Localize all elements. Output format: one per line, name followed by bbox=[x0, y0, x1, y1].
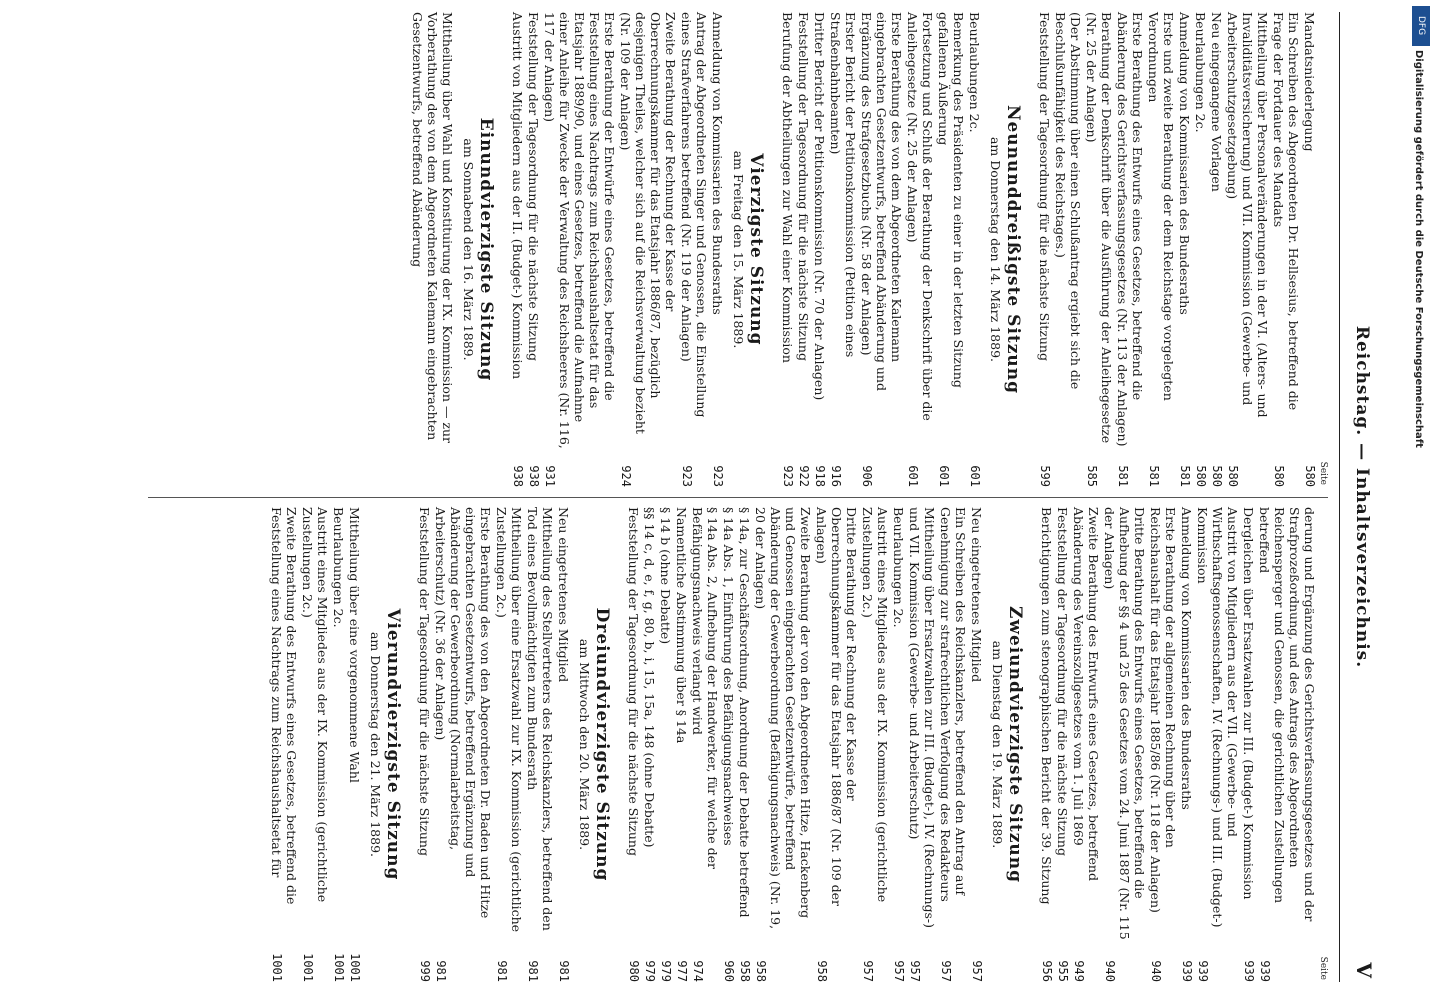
entry-page: 580 bbox=[1303, 465, 1317, 487]
column-divider bbox=[148, 497, 1328, 498]
entry-text: Anmeldung von Kommissarien des Bundesraths bbox=[710, 12, 725, 315]
entry-text: Beurlaubungen 2c. bbox=[1193, 12, 1208, 133]
toc-entry bbox=[626, 507, 641, 982]
toc-entry bbox=[1037, 12, 1052, 487]
entry-page: 918 bbox=[813, 465, 827, 487]
toc-entry bbox=[828, 12, 858, 487]
entry-text: Erste und zweite Berathung der dem Reichstage vorgelegten Verordnungen bbox=[1146, 12, 1176, 401]
entry-text: Mittheilung über Ersatzwahlen zur III. (Budget-), IV. (Rechnungs-) und VII. Kommission (Gewerbe- und Arbeiterschutz) bbox=[907, 507, 937, 929]
entry-text: Neu eingegangene Vorlagen bbox=[1209, 12, 1224, 192]
page-header bbox=[1339, 12, 1380, 982]
entry-text: Ein Schreiben des Abgeordneten Dr. Hellsesius, betreffend die Frage der Fortdauer des Mandats bbox=[1271, 12, 1301, 411]
entry-text: § 14 b (ohne Debatte) bbox=[658, 507, 673, 645]
toc-entry bbox=[525, 507, 555, 982]
entry-text: Zweite Berathung des Entwurfs eines Gesetzes, betreffend die Feststellung eines Nachtrags zum Reichshaushaltsetat für bbox=[269, 507, 299, 905]
seite-label-right: Seite bbox=[1318, 956, 1328, 980]
entry-text: Austritt von Mitgliedern aus der II. (Budget-) Kommission bbox=[510, 12, 525, 380]
session-heading: Vierundvierzigste Sitzung bbox=[383, 608, 403, 881]
toc-entry bbox=[905, 12, 935, 487]
right-top-entries bbox=[1039, 507, 1317, 982]
toc-entry bbox=[1148, 507, 1178, 982]
entry-text: Mittheilung über Wahl und Konstituirung der IX. Kommission — zur Vorberathung des von dem Abgeordneten Kalemann eingebrachten Gesetzentwurfs, betreffend Abänderung bbox=[410, 12, 455, 444]
entry-page: 960 bbox=[722, 960, 736, 982]
entry-page: 977 bbox=[675, 960, 689, 982]
session-heading: Einundvierzigste Sitzung bbox=[476, 117, 496, 382]
session-date: am Donnerstag den 21. März 1889. bbox=[368, 631, 383, 857]
session-date: am Dienstag den 19. März 1889. bbox=[990, 640, 1005, 849]
toc-entry bbox=[433, 507, 493, 982]
entry-text: § 14a Abs. 1, Einführung des Befähigungsnachweises bbox=[721, 507, 736, 846]
entry-text: Ein Schreiben des Reichskanzlers, betreffend den Antrag auf Genehmigung zur strafrechtlichen Verfolgung des Redakteurs bbox=[938, 507, 968, 902]
toc-entry bbox=[542, 12, 617, 487]
toc-entry bbox=[510, 12, 525, 487]
entry-page: 580 bbox=[1194, 465, 1208, 487]
entry-text: Feststellung der Tagesordnung für die nächste Sitzung bbox=[526, 12, 541, 361]
entry-page: 931 bbox=[543, 465, 557, 487]
toc-entry bbox=[1179, 507, 1194, 982]
entry-page: 958 bbox=[738, 960, 752, 982]
toc-entry bbox=[269, 507, 299, 982]
entry-text: Austritt eines Mitgliedes aus der IX. Kommission (gerichtliche Zustellungen 2c.) bbox=[300, 507, 330, 903]
entry-text: Neu eingetretenes Mitglied bbox=[556, 507, 571, 683]
toc-entry bbox=[347, 507, 362, 982]
entry-text: Erste Berathung des von den Abgeordneten Dr. Baden und Hitze eingebrachten Gesetzentwurfs, betreffend Ergänzung und Abänderung der Gewerbeordnung (Normalarbeitstag, Arbeiterschutz) (Nr. 36 der Anlagen) bbox=[433, 507, 493, 919]
toc-entry bbox=[300, 507, 330, 982]
entry-page: 958 bbox=[754, 960, 768, 982]
entry-page: 955 bbox=[1056, 960, 1070, 982]
entry-text: Berathung der Denkschrift über die Ausführung der Anleihegesetze (Nr. 25 der Anlagen) bbox=[1084, 12, 1114, 444]
entry-text: Beurlaubungen 2c. bbox=[331, 507, 346, 628]
toc-entry bbox=[938, 507, 968, 982]
digitization-sidebar bbox=[1410, 0, 1432, 1000]
session-heading: Vierzigste Sitzung bbox=[746, 153, 766, 346]
entry-page: 580 bbox=[1210, 465, 1224, 487]
toc-entry bbox=[907, 507, 937, 982]
entry-page: 957 bbox=[908, 960, 922, 982]
left-top-entries bbox=[1037, 12, 1317, 487]
entry-text: Erster Bericht der Petitionskommission (Petition eines Straßenbahnbeamten) bbox=[828, 12, 858, 358]
entry-page: 906 bbox=[860, 465, 874, 487]
entry-page: 979 bbox=[643, 960, 657, 982]
entry-page: 923 bbox=[680, 465, 694, 487]
entry-text: Zweite Berathung des Entwurfs eines Gesetzes, betreffend Abänderung des Vereinszollgesetzes vom 1. Juli 1869 bbox=[1071, 507, 1101, 881]
entry-page: 939 bbox=[1196, 960, 1210, 982]
entry-page: 981 bbox=[495, 960, 509, 982]
toc-entry bbox=[1115, 12, 1145, 487]
entry-page: 981 bbox=[434, 960, 448, 982]
entry-text: Feststellung der Tagesordnung für die nächste Sitzung bbox=[796, 12, 811, 361]
entry-text: Beurlaubungen 2c. bbox=[891, 507, 906, 628]
entry-page: 939 bbox=[1258, 960, 1272, 982]
entry-text: § 14a, zur Geschäftsordnung, Anordnung der Debatte betreffend bbox=[737, 507, 752, 918]
toc-entry bbox=[721, 507, 736, 982]
toc-entry bbox=[556, 507, 571, 982]
entry-text: derung und Ergänzung des Gerichtsverfassungsgesetzes und der Strafprozeßordnung, und des Antrags des Abgeordneten Reichensperger und Genossen, die gerichtlichen Zustellungen betreffend bbox=[1257, 507, 1317, 922]
toc-entry bbox=[969, 507, 984, 982]
toc-entry bbox=[710, 12, 725, 487]
entry-text: Mittheilung über eine vorgenommene Wahl bbox=[347, 507, 362, 783]
entry-text: Berichtigungen zum stenographischen Bericht der 39. Sitzung bbox=[1039, 507, 1054, 905]
session-heading: Neununddreißigste Sitzung bbox=[1003, 104, 1023, 395]
entry-text: Mandatsniederlegung bbox=[1302, 12, 1317, 152]
entry-text: Erste Berathung des Entwurfs eines Gesetzes, betreffend die Abänderung des Gerichtsverfassungsgesetzes (Nr. 113 der Anlagen) bbox=[1115, 12, 1145, 447]
entry-text: Dritte Berathung der Rechnung der Kasse der Oberrechnungskammer für das Etatsjahr 1886/87 (Nr. 109 der Anlagen) bbox=[814, 507, 859, 906]
page-number: V bbox=[1352, 962, 1376, 978]
entry-page: 581 bbox=[1147, 465, 1161, 487]
right-sections bbox=[269, 507, 1025, 982]
toc-entry bbox=[780, 12, 795, 487]
toc-entry bbox=[860, 507, 890, 982]
toc-entry bbox=[1241, 507, 1256, 982]
entry-page: 957 bbox=[861, 960, 875, 982]
dfg-logo: DFG bbox=[1412, 6, 1430, 46]
entry-text: Namentliche Abstimmung über § 14a bbox=[674, 507, 689, 744]
session-heading: Dreiundvierzigste Sitzung bbox=[592, 607, 612, 882]
toc-entry bbox=[618, 12, 678, 487]
entry-text: Dritter Bericht der Petitionskommission (Nr. 70 der Anlagen) bbox=[812, 12, 827, 401]
entry-page: 940 bbox=[1149, 960, 1163, 982]
toc-entry bbox=[753, 507, 813, 982]
entry-page: 974 bbox=[691, 960, 705, 982]
entry-page: 938 bbox=[511, 465, 525, 487]
entry-page: 923 bbox=[711, 465, 725, 487]
toc-entry bbox=[1193, 12, 1208, 487]
left-column bbox=[409, 12, 1328, 487]
entry-text: Anmeldung von Kommissarien des Bundesraths bbox=[1179, 507, 1194, 810]
entry-page: 1001 bbox=[332, 953, 346, 982]
left-sections bbox=[410, 12, 1023, 487]
entry-text: Erste Berathung des von dem Abgeordneten Kalemann eingebrachten Gesetzentwurfs, betreffend Abänderung und Ergänzung des Strafgesetzbuchs (Nr. 58 der Anlagen) bbox=[859, 12, 904, 391]
right-column bbox=[268, 507, 1328, 982]
entry-page: 922 bbox=[797, 465, 811, 487]
entry-text: Feststellung der Tagesordnung für die nächste Sitzung bbox=[626, 507, 641, 856]
entry-text: Erste Berathung der allgemeinen Rechnung über den Reichshaushalt für das Etatsjahr 1885/86 (Nr. 118 der Anlagen) bbox=[1148, 507, 1178, 913]
entry-page: 981 bbox=[526, 960, 540, 982]
entry-text: Mittheilung des Stellvertreters des Reichskanzlers, betreffend den Tod eines Bevollmächtigten zum Bundesrath bbox=[525, 507, 555, 931]
toc-entry bbox=[796, 12, 811, 487]
entry-page: 957 bbox=[892, 960, 906, 982]
toc-entry bbox=[967, 12, 982, 487]
entry-page: 581 bbox=[1178, 465, 1192, 487]
toc-entry bbox=[737, 507, 752, 982]
toc-entry bbox=[1146, 12, 1176, 487]
entry-page: 601 bbox=[937, 465, 951, 487]
entry-page: 581 bbox=[1116, 465, 1130, 487]
entry-page: 940 bbox=[1103, 960, 1117, 982]
entry-text: Berufung der Abtheilungen zur Wahl einer Kommission bbox=[780, 12, 795, 363]
entry-page: 939 bbox=[1180, 960, 1194, 982]
entry-text: Feststellung der Tagesordnung für die nächste Sitzung bbox=[1037, 12, 1052, 361]
entry-page: 916 bbox=[829, 465, 843, 487]
entry-text: § 14a Abs. 2, Aufhebung der Handwerker, für welche der Befähigungsnachweis verlangt wird bbox=[690, 507, 720, 869]
entry-text: Feststellung der Tagesordnung für die nächste Sitzung bbox=[417, 507, 432, 856]
toc-entry bbox=[642, 507, 657, 982]
entry-page: 1001 bbox=[348, 953, 362, 982]
entry-text: Bemerkung des Präsidenten zu einer in der letzten Sitzung gefallenen Äußerung bbox=[936, 12, 966, 388]
entry-page: 601 bbox=[906, 465, 920, 487]
entry-page: 938 bbox=[527, 465, 541, 487]
entry-text: Fortsetzung und Schluß der Berathung der Denkschrift über die Anleihegesetze (Nr. 25 der Anlagen) bbox=[905, 12, 935, 421]
entry-page: 956 bbox=[1040, 960, 1054, 982]
toc-entry bbox=[410, 12, 455, 487]
entry-page: 599 bbox=[1038, 465, 1052, 487]
toc-entry bbox=[1257, 507, 1317, 982]
entry-text: Dergleichen über Ersatzwahlen zur III. (Budget-) Kommission bbox=[1241, 507, 1256, 900]
entry-text: Feststellung der Tagesordnung für die nächste Sitzung bbox=[1055, 507, 1070, 856]
session-heading: Zweiundvierzigste Sitzung bbox=[1005, 605, 1025, 884]
entry-page: 1001 bbox=[270, 953, 284, 982]
toc-entry bbox=[1209, 12, 1224, 487]
entry-text: Anmeldung von Kommissarien des Bundesraths bbox=[1177, 12, 1192, 315]
toc-entry bbox=[891, 507, 906, 982]
toc-entry bbox=[1053, 12, 1083, 487]
toc-entry bbox=[494, 507, 524, 982]
toc-entry bbox=[1055, 507, 1070, 982]
toc-entry bbox=[690, 507, 720, 982]
entry-page: 923 bbox=[781, 465, 795, 487]
toc-entry bbox=[814, 507, 859, 982]
toc-entry bbox=[526, 12, 541, 487]
entry-text: Zweite Berathung der Rechnung der Kasse der Oberrechnungskammer für das Etatsjahr 1886/87, bezüglich desjenigen Theiles, welcher sich auf die Reichsverwaltung bezieht (Nr. 109 der Anlagen) bbox=[618, 12, 678, 434]
dfg-credit: Digitalisierung gefördert durch die Deutsche Forschungsgemeinschaft bbox=[1413, 50, 1424, 448]
entry-page: 924 bbox=[619, 465, 633, 487]
page-title: Reichstag. — Inhaltsverzeichnis. bbox=[1352, 325, 1372, 669]
toc-entry bbox=[1302, 12, 1317, 487]
entry-text: Austritt eines Mitgliedes aus der IX. Kommission (gerichtliche Zustellungen 2c.) bbox=[860, 507, 890, 903]
toc-entry bbox=[1195, 507, 1240, 982]
entry-page: 939 bbox=[1242, 960, 1256, 982]
toc-entry bbox=[1225, 12, 1270, 487]
toc-entry bbox=[1084, 12, 1114, 487]
toc-sheet bbox=[80, 12, 1380, 982]
seite-label: Seite bbox=[1318, 461, 1328, 485]
session-date: am Sonnabend den 16. März 1889. bbox=[461, 138, 476, 361]
toc-entry bbox=[1271, 12, 1301, 487]
session-date: am Freitag den 15. März 1889. bbox=[731, 150, 746, 349]
entry-page: 957 bbox=[939, 960, 953, 982]
toc-entry bbox=[1039, 507, 1054, 982]
toc-entry bbox=[812, 12, 827, 487]
entry-page: 949 bbox=[1072, 960, 1086, 982]
entry-page: 980 bbox=[627, 960, 641, 982]
entry-page: 958 bbox=[815, 960, 829, 982]
entry-text: Mittheilung über eine Ersatzwahl zur IX. Kommission (gerichtliche Zustellungen 2c.) bbox=[494, 507, 524, 933]
toc-entry bbox=[417, 507, 432, 982]
toc-entry bbox=[679, 12, 709, 487]
entry-page: 1001 bbox=[301, 953, 315, 982]
toc-entry bbox=[1177, 12, 1192, 487]
toc-entry bbox=[674, 507, 689, 982]
toc-entry bbox=[936, 12, 966, 487]
entry-page: 981 bbox=[557, 960, 571, 982]
entry-text: Mittheilung über Personalveränderungen in der VI. (Alters- und Invaliditätsversicherung) und VII. Kommission (Gewerbe- und Arbeiterschutzgesetzgebung) bbox=[1225, 12, 1270, 418]
toc-entry bbox=[331, 507, 346, 982]
toc-entry bbox=[859, 12, 904, 487]
entry-text: Neu eingetretenes Mitglied bbox=[969, 507, 984, 683]
entry-page: 999 bbox=[418, 960, 432, 982]
toc-entry bbox=[1102, 507, 1147, 982]
entry-text: Zweite Berathung der von den Abgeordneten Hitze, Hackenberg und Genossen eingebrachten Gesetzentwürfe, betreffend Abänderung der Gewerbeordnung (Befähigungsnachweis) (Nr. 19, 20 der Anlagen) bbox=[753, 507, 813, 930]
entry-text: Dritte Berathung des Entwurfs eines Gesetzes, betreffend die Aufhebung der §§ 4 und 25 des Gesetzes vom 24. Juni 1887 (Nr. 115 der Anlagen) bbox=[1102, 507, 1147, 940]
entry-text: §§ 14 c, d, e, f, g, 80, b, i, 15, 15a, 148 (ohne Debatte) bbox=[642, 507, 657, 848]
entry-page: 957 bbox=[970, 960, 984, 982]
entry-page: 601 bbox=[968, 465, 982, 487]
session-date: am Mittwoch den 20. März 1889. bbox=[577, 638, 592, 851]
entry-text: Austritt von Mitgliedern aus der VII. (Gewerbe- und Wirthschaftsgenossenschaften, IV. (Rechnungs-) und III. (Budget-) Kommission bbox=[1195, 507, 1240, 928]
entry-page: 580 bbox=[1226, 465, 1240, 487]
entry-page: 979 bbox=[659, 960, 673, 982]
session-date: am Donnerstag den 14. März 1889. bbox=[988, 136, 1003, 362]
toc-entry bbox=[1071, 507, 1101, 982]
entry-page: 585 bbox=[1085, 465, 1099, 487]
toc-entry bbox=[658, 507, 673, 982]
entry-text: Beurlaubungen 2c. bbox=[967, 12, 982, 133]
entry-text: Erste Berathung der Entwürfe eines Gesetzes, betreffend die Feststellung eines Nachtrags zum Reichshaushaltsetat für das Etatsjahr 1889/90, und eines Gesetzes, betreffend die Aufnahme einer Anleihe für Zwecke der Verwaltung des Reichsheeres (Nr. 116, 117 der Anlagen) bbox=[542, 12, 617, 449]
entry-text: (Der Abstimmung über einen Schlußantrag ergiebt sich die Beschlußunfähigkeit des Reichstages.) bbox=[1053, 12, 1083, 390]
entry-text: Antrag der Abgeordneten Singer und Genossen, die Einstellung eines Strafverfahrens betreffend (Nr. 119 der Anlagen) bbox=[679, 12, 709, 418]
entry-page: 580 bbox=[1272, 465, 1286, 487]
